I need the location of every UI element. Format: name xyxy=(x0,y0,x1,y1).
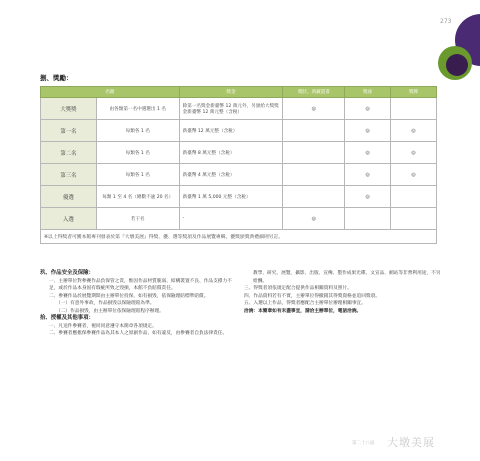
table-row xyxy=(41,142,437,164)
row-count: 若干名 xyxy=(96,208,179,230)
paragraph: 五、入選以上作品，得獎者應配合主辦單位辦理相關事宜。 xyxy=(244,301,366,306)
row-prize: 除第一名獎金新臺幣 12 萬元外，另頒給大獎獎金新臺幣 12 萬元整（含稅） xyxy=(179,98,283,120)
row-trophy: ◎ xyxy=(345,164,391,186)
table-note-row xyxy=(41,230,437,244)
row-cert: ◎ xyxy=(283,208,345,230)
row-prize: - xyxy=(179,208,283,230)
row-cert xyxy=(283,164,345,186)
row-name: 第三名 xyxy=(41,164,97,186)
row-medal xyxy=(391,98,437,120)
row-count: 每類各 1 名 xyxy=(96,142,179,164)
table-row xyxy=(41,186,437,208)
table-row xyxy=(41,164,437,186)
row-name: 大獎獎 xyxy=(41,98,97,120)
paragraph: 一、凡送件參賽者，視同同意遵守本簡章各項規定。 xyxy=(49,323,157,329)
paragraph: 教學、研究、展覽、攝影、出版、宣傳、製作成果光碟、文宣品、網站等非營利用途，不另給酬。 xyxy=(253,271,441,284)
row-count: 每類各 1 名 xyxy=(96,164,179,186)
table-row xyxy=(41,98,437,120)
table-row xyxy=(41,208,437,230)
row-trophy: ◎ xyxy=(345,120,391,142)
header-medal: 獎牌 xyxy=(391,87,437,98)
paragraph: 一、主辦單位對參賽作品負保管之責，惟因作品材質脆弱、結構裝置不良、作品支撐力不足，或於作品本身固有瑕疵所致之毀損，本館不負賠償責任。 xyxy=(49,278,232,291)
decorative-circle xyxy=(446,54,468,76)
row-name: 優選 xyxy=(41,186,97,208)
row-count: 每類 1 至 4 名（總數不逾 20 名） xyxy=(96,186,179,208)
section-heading: 玖、作品安全及保險： xyxy=(40,270,94,276)
page-number: 273 xyxy=(440,18,452,25)
row-trophy xyxy=(345,208,391,230)
row-trophy: ◎ xyxy=(345,142,391,164)
row-medal xyxy=(391,186,437,208)
paragraph: （一）有意外事故，作品損毀以保險理賠為準。 xyxy=(56,301,155,306)
header-trophy: 獎座 xyxy=(345,87,391,98)
table-header-row xyxy=(41,87,437,98)
paragraph: 四、作品資料若有不實，主辦單位得撤銷其得獎資格並追回獎項。 xyxy=(244,293,380,299)
section-heading: 拾、授權及其他事項： xyxy=(40,315,94,321)
table-note: ※以上得獎者可獲本館專刊發表於第『大墩美展』得獎、優、選等獎項及作品展覽專輯，優獎頒獎典禮細則另訂。 xyxy=(41,230,437,244)
row-prize: 新臺幣 12 萬元整（含稅） xyxy=(179,120,283,142)
footer-subtitle: 第二十八屆 xyxy=(352,441,375,446)
row-prize: 新臺幣 8 萬元整（含稅） xyxy=(179,142,283,164)
row-prize: 新臺幣 1 萬 5,000 元整（含稅） xyxy=(179,186,283,208)
header-count: 名額 xyxy=(41,87,180,98)
row-cert: ◎ xyxy=(283,98,345,120)
row-name: 第二名 xyxy=(41,142,97,164)
row-medal: ◎ xyxy=(391,142,437,164)
row-count: 由各類第一名中遴選出 1 名 xyxy=(96,98,179,120)
section-title: 捌、獎勵： xyxy=(40,74,73,82)
paragraph: 二、參賽者應擔保參賽作品為其本人之原創作品，如有違反，由參賽者自負法律責任。 xyxy=(49,331,228,336)
row-medal: ◎ xyxy=(391,164,437,186)
row-cert xyxy=(283,120,345,142)
left-column xyxy=(40,270,238,338)
header-prize: 獎金 xyxy=(179,87,283,98)
contact-paragraph: 洽詢：本簡章如有未盡事宜，請洽主辦單位，電話洽詢。 xyxy=(244,308,362,314)
row-medal xyxy=(391,208,437,230)
right-column xyxy=(244,270,444,315)
row-medal: ◎ xyxy=(391,120,437,142)
row-cert xyxy=(283,186,345,208)
row-count: 每類各 1 名 xyxy=(96,120,179,142)
row-trophy: ◎ xyxy=(345,98,391,120)
paragraph: 二、參賽作品於展覽期間由主辦單位投保，如有損毀，依保險理賠標準賠償。 xyxy=(49,293,209,299)
row-prize: 新臺幣 4 萬元整（含稅） xyxy=(179,164,283,186)
paragraph: 三、得獎者須依規定配合提供作品相關資料及照片。 xyxy=(244,286,352,291)
paragraph: （二）作品損毀，由主辦單位依保險理賠程序辦理。 xyxy=(56,308,164,314)
row-trophy: ◎ xyxy=(345,186,391,208)
footer-logo: 大墩美展 xyxy=(387,436,435,449)
table-row xyxy=(41,120,437,142)
row-cert xyxy=(283,142,345,164)
row-name: 入選 xyxy=(41,208,97,230)
award-table xyxy=(40,86,437,244)
header-cert: 獎狀、典藏證書 xyxy=(283,87,345,98)
row-name: 第一名 xyxy=(41,120,97,142)
